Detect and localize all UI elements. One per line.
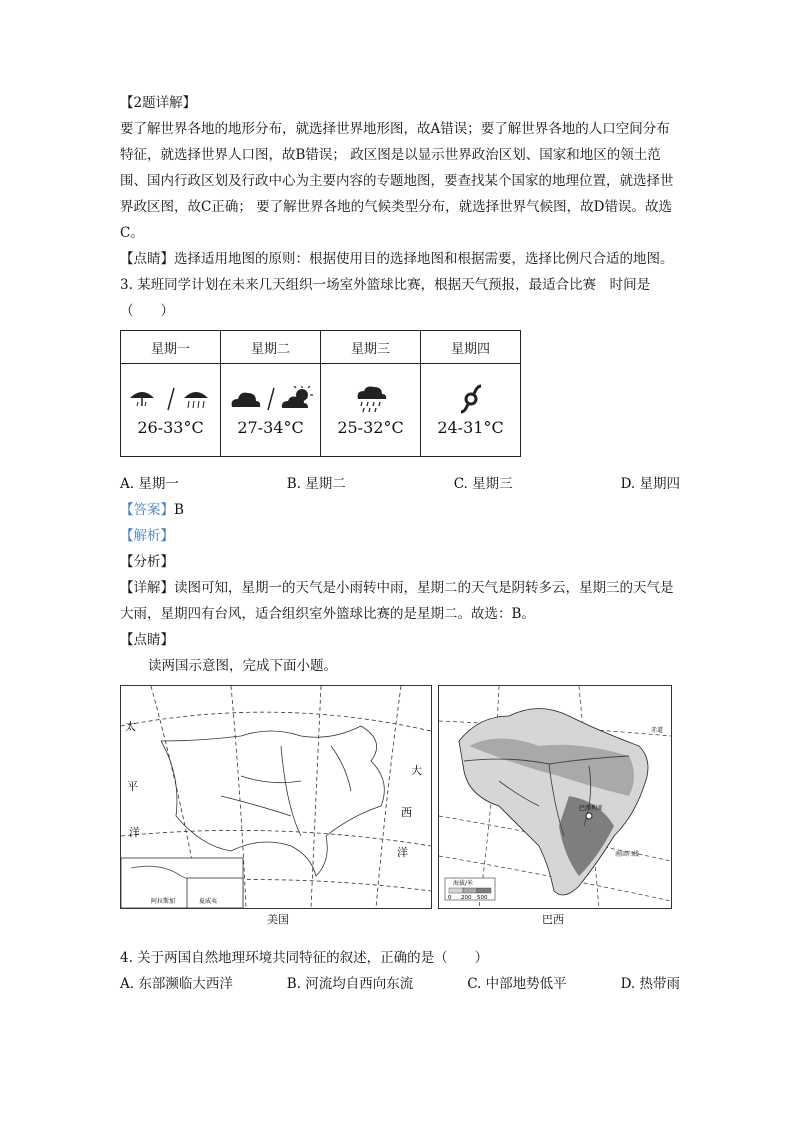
q4-options bbox=[120, 971, 680, 997]
temperature-range: 27-34°C bbox=[237, 417, 304, 437]
light-rain-to-moderate-rain-icon bbox=[122, 384, 219, 414]
option-a: A. 东部濒临大西洋 bbox=[120, 976, 233, 992]
q3-paren: （ ） bbox=[120, 303, 174, 319]
legend-tick: 0 bbox=[448, 895, 452, 901]
overcast-to-partly-cloudy-icon bbox=[222, 384, 319, 414]
pacific-label-1: 太 bbox=[125, 720, 136, 733]
day-header: 星期二 bbox=[221, 331, 321, 364]
legend-tick: 500 bbox=[477, 895, 488, 901]
legend-tick: 200 bbox=[461, 895, 472, 901]
heavy-rain-icon bbox=[322, 384, 419, 414]
option-d: D. 热带雨 bbox=[620, 976, 680, 992]
brazil-caption: 巴西 bbox=[542, 913, 564, 926]
usa-map bbox=[120, 685, 432, 909]
detail-text: 读图可知，星期一的天气是小雨转中雨，星期二的天气是阴转多云，星期三的天气是大雨，星期四有台风，适合组织室外篮球比赛的是星期二。故选：B。 bbox=[120, 580, 674, 622]
brasilia-label: 巴西利亚 bbox=[579, 805, 604, 812]
sec2-heading: 【2题详解】 bbox=[120, 95, 197, 111]
temperature-range: 24-31°C bbox=[437, 417, 504, 437]
option-a: A. 星期一 bbox=[120, 476, 179, 492]
weather-cell bbox=[121, 364, 221, 457]
temperature-range: 25-32°C bbox=[337, 417, 404, 437]
equator-label: 赤道 bbox=[651, 727, 664, 734]
analysis-label: 【解析】 bbox=[120, 528, 174, 544]
atlantic-label-3: 洋 bbox=[397, 846, 408, 859]
fenxi-label: 【分析】 bbox=[120, 554, 174, 570]
alaska-label: 阿拉斯加 bbox=[151, 898, 176, 905]
hawaii-label: 夏威夷 bbox=[199, 898, 218, 905]
atlantic-label-2: 西 bbox=[401, 806, 412, 819]
option-c: C. 星期三 bbox=[453, 476, 513, 492]
answer-value: B bbox=[174, 502, 184, 518]
weather-cell bbox=[321, 364, 421, 457]
day-header: 星期四 bbox=[421, 331, 521, 364]
answer-label: 【答案】 bbox=[120, 502, 174, 518]
maps-intro: 读两国示意图，完成下面小题。 bbox=[148, 658, 337, 674]
q3-options bbox=[120, 471, 680, 497]
tip-text: 选择适用地图的原则：根据使用目的选择地图和根据需要，选择比例尺合适的地图。 bbox=[174, 251, 674, 267]
option-b: B. 星期二 bbox=[286, 476, 346, 492]
option-c: C. 中部地势低平 bbox=[467, 976, 567, 992]
weather-forecast-table bbox=[120, 330, 521, 457]
day-header: 星期三 bbox=[321, 331, 421, 364]
elevation-legend bbox=[445, 878, 495, 901]
detail-paragraph bbox=[120, 575, 680, 627]
option-b: B. 河流均自西向东流 bbox=[286, 976, 414, 992]
typhoon-icon bbox=[422, 384, 519, 414]
sec2-tip bbox=[120, 246, 680, 272]
day-header: 星期一 bbox=[121, 331, 221, 364]
two-country-maps bbox=[120, 685, 680, 909]
detail-label: 【详解】 bbox=[120, 580, 174, 596]
q3-tip-label: 【点睛】 bbox=[120, 632, 174, 648]
map-captions bbox=[120, 911, 680, 927]
tip-label: 【点睛】 bbox=[120, 251, 174, 267]
tropic-label: 南回归线 bbox=[615, 851, 640, 858]
sec2-body: 要了解世界各地的地形分布，就选择世界地形图，故A错误；要了解世界各地的人口空间分布特征，就选择世界人口图，故B错误； 政区图是以显示世界政治区划、国家和地区的领土范围、国内行政区划及行政中心为主要内容的专题地图，要查找某个国家的地理位置，就选择世界政区图，故C正确； 要了解世界各地的气候类型分布，就选择世界气候图，故D错误。故选C。 bbox=[120, 121, 674, 241]
pacific-label-2: 平 bbox=[127, 780, 138, 793]
legend-title: 海拔/米 bbox=[453, 880, 474, 887]
q4-stem: 4. 关于两国自然地理环境共同特征的叙述，正确的是（ ） bbox=[120, 950, 489, 966]
pacific-label-3: 洋 bbox=[129, 826, 140, 839]
temperature-range: 26-33°C bbox=[137, 417, 204, 437]
atlantic-label-1: 大 bbox=[411, 764, 422, 777]
usa-caption: 美国 bbox=[267, 913, 289, 926]
q3-stem: 3. 某班同学计划在未来几天组织一场室外篮球比赛，根据天气预报，最适合比赛 时间是 bbox=[120, 277, 651, 293]
brazil-map bbox=[438, 685, 672, 909]
answer-line bbox=[120, 497, 680, 523]
option-d: D. 星期四 bbox=[620, 476, 680, 492]
weather-cell bbox=[221, 364, 321, 457]
weather-cell bbox=[421, 364, 521, 457]
document-page bbox=[120, 90, 680, 997]
